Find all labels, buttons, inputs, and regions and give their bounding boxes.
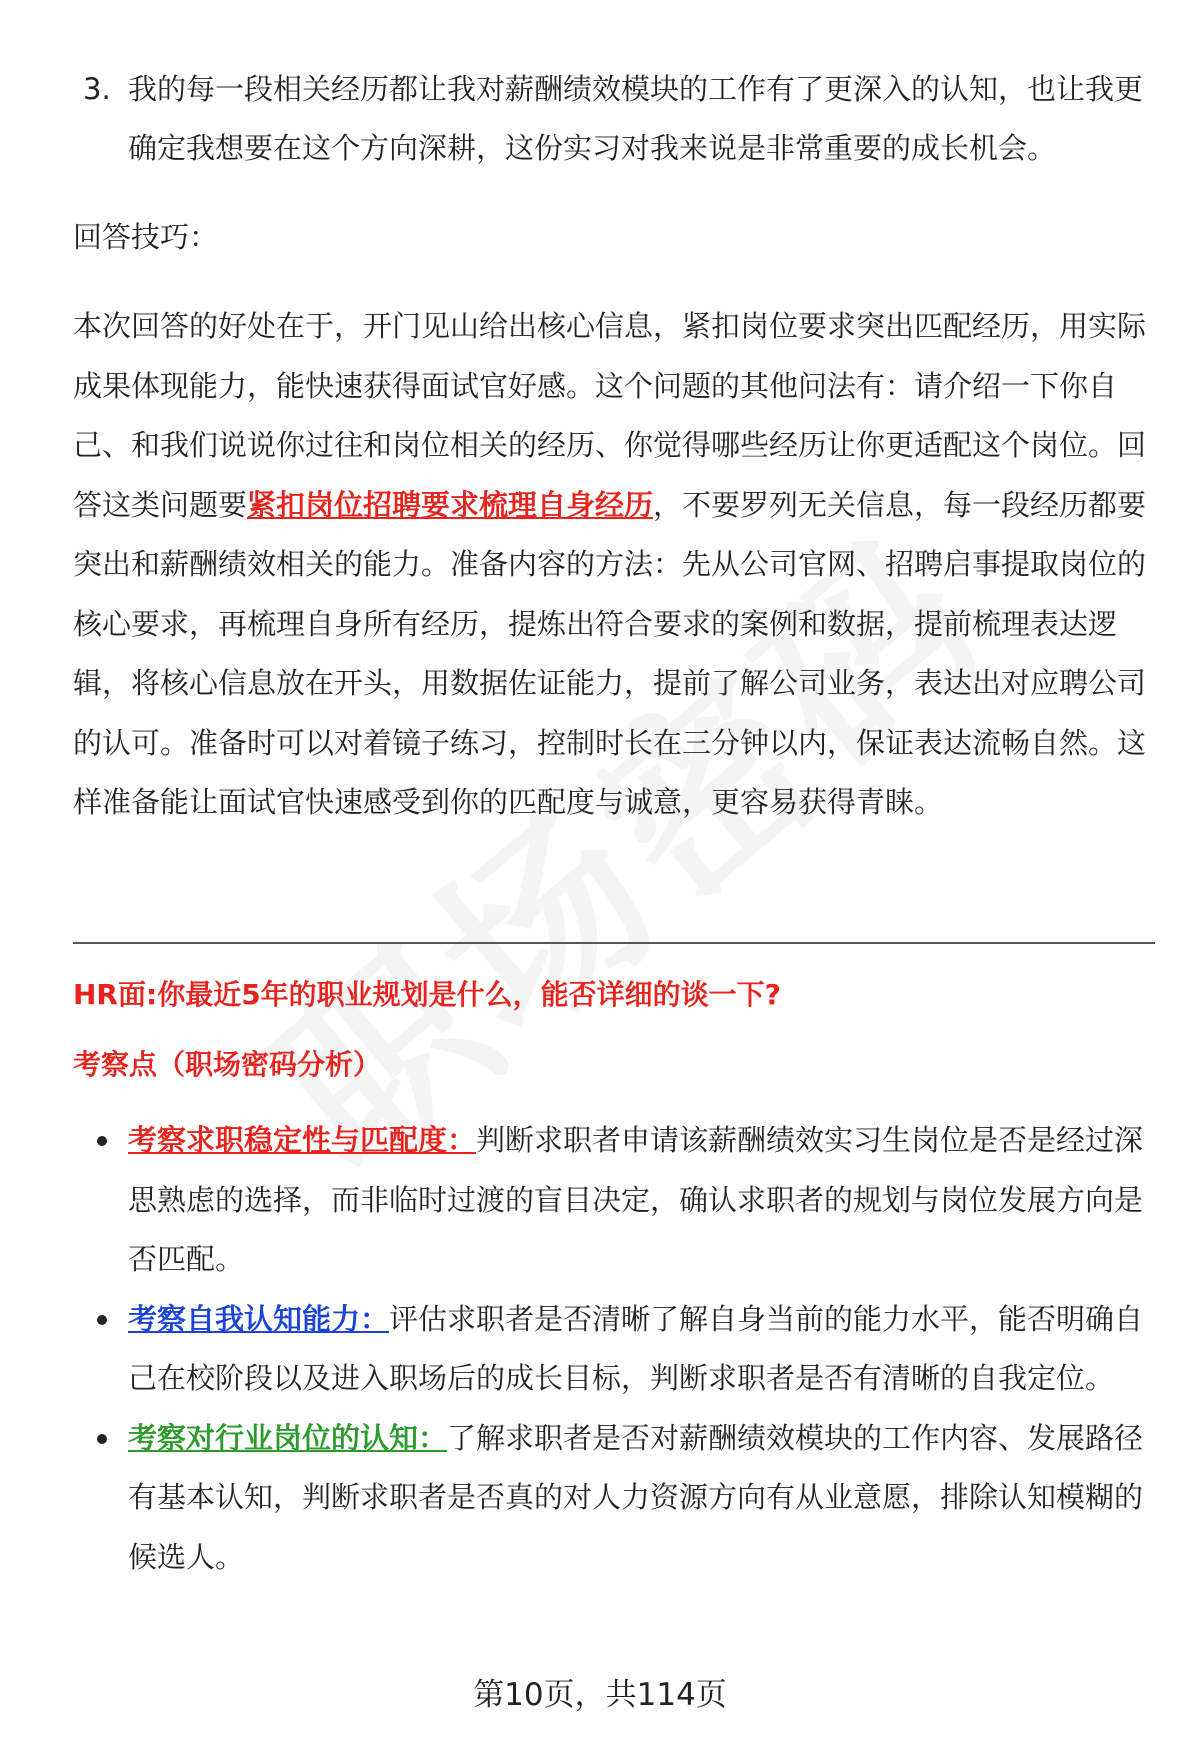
content-top [73,60,1153,833]
bullet-text: 评估求职者是否清晰了解自身当前的能力水平，能否明确自己在校阶段以及进入职场后的成长目标，判断求职者是否有清晰的自我定位。 [128,1301,1144,1395]
bullet-text: 判断求职者申请该薪酬绩效实习生岗位是否是经过深思熟虑的选择，而非临时过渡的盲目决定，确认求职者的规划与岗位发展方向是否匹配。 [128,1123,1144,1276]
bullet-label: 考察自我认知能力： [128,1301,390,1336]
hr-question-heading: HR面:你最近5年的职业规划是什么，能否详细的谈一下? [73,978,781,1011]
tips-label: 回答技巧： [73,220,219,254]
bullet-dot-icon [97,1136,107,1146]
list-item-number: 3. [83,72,111,106]
section-divider [73,942,1155,944]
tips-highlight: 紧扣岗位招聘要求梳理自身经历 [247,487,654,522]
page-footer: 第10页，共114页 [473,1677,727,1713]
list-item [73,1290,1153,1409]
hr-section [73,965,1153,1587]
bullet-label: 考察求职稳定性与匹配度： [128,1123,477,1157]
bullet-label: 考察对行业岗位的认知： [128,1420,448,1455]
kaocha-bullet-list [73,1111,1153,1587]
list-item [73,1111,1153,1290]
tips-text-after: ，不要罗列无关信息，每一段经历都要突出和薪酬绩效相关的能力。准备内容的方法：先从公司官网、招聘启事提取岗位的核心要求，再梳理自身所有经历，提炼出符合要求的案例和数据，提前梳理表达逻辑，将核心信息放在开头，用数据佐证能力，提前了解公司业务，表达出对应聘公司的认可。准备时可以对着镜子练习，控制时长在三分钟以内，保证表达流畅自然。这样准备能让面试官快速感受到你的匹配度与诚意，更容易获得青睐。 [73,487,1147,819]
tips-text-before: 本次回答的好处在于，开门见山给出核心信息，紧扣岗位要求突出匹配经历，用实际成果体现能力，能快速获得面试官好感。这个问题的其他问法有：请介绍一下你自己、和我们说说你过往和岗位相关的经历、你觉得哪些经历让你更适配这个岗位。回答这类问题要 [73,309,1147,522]
bullet-dot-icon [97,1434,107,1444]
bullet-dot-icon [97,1315,107,1325]
list-item-3 [73,60,1153,178]
kaocha-heading: 考察点（职场密码分析） [73,1048,382,1081]
bullet-text: 了解求职者是否对薪酬绩效模块的工作内容、发展路径有基本认知，判断求职者是否真的对人力资源方向有从业意愿，排除认知模糊的候选人。 [128,1420,1144,1574]
tips-paragraph [73,297,1153,833]
list-item [73,1409,1153,1588]
list-item-text: 我的每一段相关经历都让我对薪酬绩效模块的工作有了更深入的认知，也让我更确定我想要在这个方向深耕，这份实习对我来说是非常重要的成长机会。 [128,72,1144,165]
